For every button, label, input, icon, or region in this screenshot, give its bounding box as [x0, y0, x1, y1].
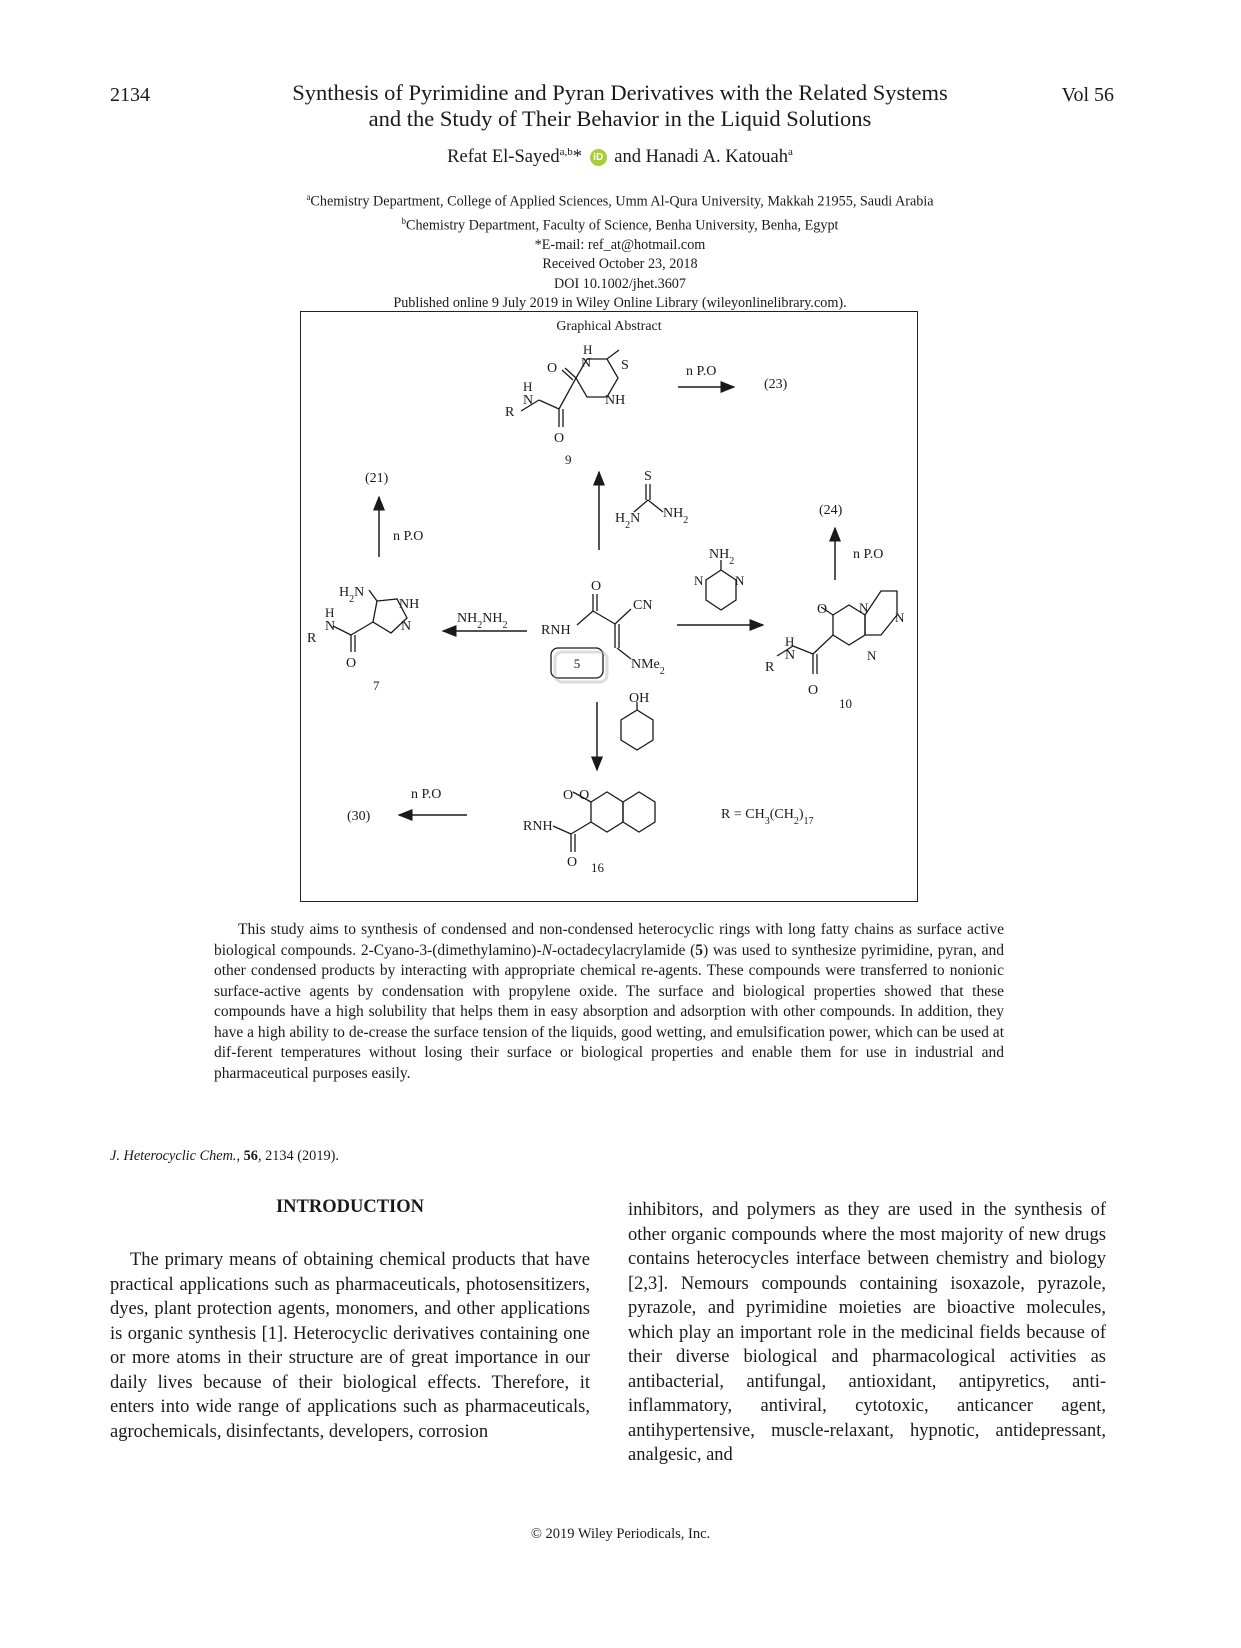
atom-nme-5: [631, 657, 665, 677]
reagent-hydrazine: [457, 611, 507, 631]
atom-h-amide-10: H: [785, 634, 795, 649]
abstract-text: [214, 920, 1004, 1084]
reagent-hydrazine-sub-2: 2: [502, 619, 508, 631]
product-24-label: (24): [819, 503, 843, 518]
atom-nme-5-sub: 2: [659, 665, 665, 677]
atom-nh2-thiourea-sub: 2: [683, 514, 689, 526]
received-date: Received October 23, 2018: [542, 256, 698, 273]
affiliation-b: [160, 212, 1080, 236]
introduction-left-column: [110, 1248, 590, 1444]
r-group-definition-text: R = CH: [721, 807, 765, 822]
atom-nme-5-text: NMe: [631, 657, 660, 672]
doi-line[interactable]: DOI 10.1002/jhet.3607: [553, 275, 686, 292]
r-group-paren-close: ): [798, 807, 804, 822]
reagent-hydrazine-sub-1: 2: [477, 619, 483, 631]
reagent-hydrazine-nh-2: NH: [482, 611, 503, 626]
page-number: 2134: [110, 84, 150, 106]
abstract-part-3: ) was used to synthesize pyrimidine, pyran, and other condensed products by interacting with appropriate chemical re-agents. These compounds were transferred to nonionic surface-active agents by condensation with propylene oxide. The surface and biological properties showed that these compounds have a high solubility that helps them in easy absorption and adsorption with other compounds. In addition, they have a high ability to de-crease the surface tension of the liquids, good wetting, and emulsification power, which can be used at dif-ferent temperatures without losing their surface or biological properties and enable them for use in industrial and pharmaceutical purposes easily.: [214, 941, 1004, 1082]
atom-r-10: R: [765, 660, 775, 675]
r-group-sub-17: 17: [803, 815, 814, 827]
citation-rest: , 2134 (2019).: [257, 1148, 339, 1164]
atom-o-9: O: [547, 361, 558, 376]
affiliation-b-text: Chemistry Department, Faculty of Science, Benha University, Benha, Egypt: [406, 217, 839, 234]
compound-10-label: 10: [839, 696, 852, 711]
reagent-npo-23: n P.O: [686, 364, 717, 379]
atom-r-7: R: [307, 631, 317, 646]
r-group-sub-3: 3: [764, 815, 770, 827]
atom-nh-9: NH: [605, 393, 626, 408]
affiliation-b-sup: b: [401, 216, 406, 227]
atom-o-lactone-16-o2: O: [579, 788, 590, 803]
abstract-italic-n: N: [541, 941, 552, 959]
atom-s-9: S: [621, 358, 629, 373]
compound-16-label: 16: [591, 860, 604, 875]
graphical-abstract-title: Graphical Abstract: [556, 319, 662, 334]
author-1-affil-sup: a,b: [559, 146, 573, 158]
atom-o-lactone-16-o1: O: [563, 788, 574, 803]
atom-n-amide-7: N: [325, 619, 336, 634]
affiliation-a-text: Chemistry Department, College of Applied Sciences, Umm Al-Qura University, Makkah 21955, Saudi Arabia: [310, 193, 934, 210]
atom-cn-5: CN: [633, 598, 653, 613]
atom-o-7: O: [346, 656, 357, 671]
atom-h2n-7-sub: 2: [349, 593, 355, 605]
r-group-sub-2: 2: [793, 815, 799, 827]
orcid-icon[interactable]: iD: [590, 149, 607, 166]
product-30-label: (30): [347, 809, 371, 824]
reagent-npo-21: n P.O: [393, 529, 424, 544]
atom-n2-ring-10: N: [867, 648, 877, 663]
introduction-right-paragraph: inhibitors, and polymers as they are used in the synthesis of other organic compounds where the most majority of new drugs contains heterocycles interface between chemistry and biology [2,3]. Nemours compounds containing isoxazole, pyrazole, pyrazole, and pyrimidine moieties are bioactive molecules, which play an important role in the medicinal fields because of their diverse biological and pharmacological activities as antibacterial, antifungal, antioxidant, antipyretics, anti-inflammatory, antiviral, cytotoxic, anticancer agent, antihypertensive, muscle-relaxant, hypnotic, antidepressant, analgesic, and: [628, 1200, 1106, 1465]
atom-nh-7: NH: [399, 597, 420, 612]
atom-rnh-5: RNH: [541, 623, 571, 638]
introduction-heading: INTRODUCTION: [275, 1197, 425, 1217]
atom-o-5: O: [591, 579, 602, 594]
author-2-name: and Hanadi A. Katouah: [614, 147, 788, 168]
atom-h2n-7: [339, 585, 364, 605]
abstract-part-1: This study aims to synthesis of condensed and non-condensed heterocyclic rings with long fatty chains as surface active biological compounds. 2-Cyano-3-(dimethylamino)-: [214, 921, 1004, 959]
author-line: [160, 146, 1080, 168]
atom-nh2-thiourea-text: NH: [663, 506, 684, 521]
atom-n-ring-10: N: [895, 610, 905, 625]
affiliation-a: [160, 188, 1080, 212]
atom-s-thiourea: S: [644, 469, 652, 484]
compound-5-label: 5: [573, 656, 581, 671]
atom-n-amide-10: N: [785, 648, 796, 663]
atom-h-amide-7: H: [325, 605, 335, 620]
atom-o-carbonyl-10: O: [808, 683, 819, 698]
atom-h2n-thiourea-h: H: [615, 511, 626, 526]
author-2-affil-sup: a: [787, 146, 793, 158]
introduction-left-paragraph: The primary means of obtaining chemical products that have practical applications such as pharmaceuticals, photosensitizers, dyes, plant protection agents, monomers, and other applications is organic synthesis [1]. Heterocyclic derivatives containing one or more atoms in their structure are of great importance in our daily lives because of their biological effects. Therefore, it enters into wide range of applications such as pharmaceuticals, agrochemicals, disinfectants, developers, corrosion: [110, 1250, 590, 1442]
atom-oh-phenol: OH: [629, 691, 650, 706]
reaction-scheme-svg: [301, 312, 917, 901]
abstract-bold-5: 5: [695, 941, 704, 959]
atom-n2-pyrimidine: N: [735, 573, 745, 588]
atom-nh2-pyrimidine-sub: 2: [729, 555, 735, 567]
title-line-1: Synthesis of Pyrimidine and Pyran Derivatives with the Related Systems: [292, 80, 948, 105]
journal-citation: J. Heterocyclic Chem., 56, 2134 (2019).: [110, 1148, 339, 1164]
atom-n1-pyrimidine: N: [694, 573, 704, 588]
atom-o-carbonyl-9: O: [554, 431, 565, 446]
atom-h2n-thiourea-sub: 2: [625, 519, 631, 531]
atom-o-lactone-16: [563, 788, 589, 803]
product-23-label: (23): [764, 377, 788, 392]
copyright-footer: © 2019 Wiley Periodicals, Inc.: [530, 1526, 711, 1542]
published-line: Published online 9 July 2019 in Wiley Online Library (wileyonlinelibrary.com).: [393, 294, 847, 311]
r-group-paren-open: (CH: [769, 807, 794, 822]
title-line-2: and the Study of Their Behavior in the Liquid Solutions: [368, 106, 872, 131]
atom-r-9: R: [505, 405, 515, 420]
atom-nh2-thiourea: [663, 506, 688, 526]
abstract-part-2: -octadecylacrylamide (: [551, 941, 696, 959]
atom-h2n-thiourea: [615, 511, 640, 531]
atom-h2n-thiourea-n: N: [630, 511, 641, 526]
atom-h2n-7-n: N: [354, 585, 365, 600]
reagent-hydrazine-nh-1: NH: [457, 611, 478, 626]
atom-n-bridge-10: N: [859, 600, 869, 615]
atom-rnh-16: RNH: [523, 819, 553, 834]
thiourea-structure: [634, 484, 663, 512]
citation-journal: J. Heterocyclic Chem.: [110, 1148, 237, 1164]
r-group-definition: [721, 807, 813, 827]
atom-n-7: N: [401, 619, 412, 634]
atom-h-amide-9: H: [523, 379, 533, 394]
atom-o-carbonyl-16: O: [567, 855, 578, 870]
volume-label: Vol 56: [1061, 84, 1114, 106]
graphical-abstract-figure: [300, 311, 918, 902]
compound-9-structure: [521, 350, 619, 427]
compound-9-label: 9: [565, 452, 572, 467]
atom-h2n-7-h: H: [339, 585, 350, 600]
article-title: [160, 80, 1080, 132]
reagent-npo-30: n P.O: [411, 787, 442, 802]
introduction-right-column: [628, 1198, 1106, 1468]
reagent-npo-24: n P.O: [853, 547, 884, 562]
phenol-structure: [621, 702, 653, 750]
affiliations: [160, 188, 1080, 313]
author-1-name: Refat El-Sayed: [447, 147, 560, 168]
atom-o-ring-10: O: [817, 602, 828, 617]
compound-7-label: 7: [373, 678, 380, 693]
atom-nh2-pyrimidine-text: NH: [709, 547, 730, 562]
atom-n-amide-9: N: [523, 393, 534, 408]
email-line[interactable]: *E-mail: ref_at@hotmail.com: [534, 237, 706, 254]
atom-n-9: N: [581, 356, 592, 371]
corresponding-mark: *: [572, 147, 583, 168]
product-21-label: (21): [365, 471, 389, 486]
atom-h-9: H: [583, 342, 593, 357]
citation-volume: 56: [243, 1148, 258, 1164]
aminopyrimidine-structure: [706, 560, 736, 610]
abstract-paragraph: [214, 920, 1004, 1084]
affiliation-a-sup: a: [306, 192, 311, 202]
